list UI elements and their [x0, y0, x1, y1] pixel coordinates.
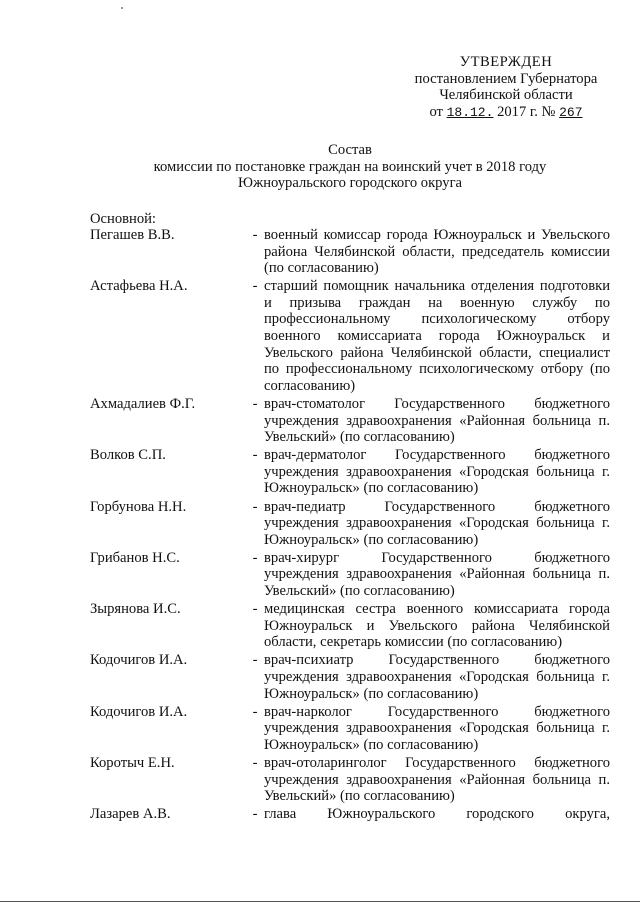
approval-year-text: 2017 г. №	[497, 103, 556, 120]
member-dash: -	[252, 498, 258, 515]
list-item	[90, 755, 610, 805]
member-dash: -	[252, 447, 258, 464]
approval-line-3: Челябинской области	[439, 87, 573, 104]
member-dash: -	[252, 754, 258, 771]
member-role: врач-нарколог Государственного бюджетного учреждения здравоохранения «Городская больница г. Южноуральск» (по согласованию)	[264, 703, 610, 753]
title-line-2: комиссии по постановке граждан на воинский учет в 2018 году	[153, 158, 547, 175]
approval-date-line	[400, 104, 612, 122]
member-name: Коротыч Е.Н.	[90, 754, 175, 771]
member-name: Лазарев А.В.	[90, 806, 171, 823]
title-line-1: Состав	[328, 142, 372, 158]
member-dash: -	[252, 601, 258, 618]
scan-speck	[121, 7, 123, 9]
member-name: Горбунова Н.Н.	[90, 498, 187, 515]
member-role: старший помощник начальника отделения подготовки и призыва граждан на военную службу по профессиональному психологическому отбору военного комиссариата города Южноуральск и Увельского района Челябинской области, специалист по профессиональному психологическому отбору (по согласованию)	[264, 278, 610, 394]
member-dash: -	[252, 227, 258, 243]
approval-number: 267	[559, 104, 583, 120]
approval-date-prefix: от	[429, 103, 443, 120]
list-item	[90, 601, 610, 651]
member-role: врач-хирург Государственного бюджетного учреждения здравоохранения «Районная больница п. Увельский» (по согласованию)	[264, 549, 610, 599]
member-name: Кодочигов И.А.	[90, 703, 188, 720]
member-role: врач-отоларинголог Государственного бюджетного учреждения здравоохранения «Районная больница п. Увельский» (по согласованию)	[264, 754, 610, 805]
title-line-3: Южноуральского городского округа	[237, 175, 463, 192]
list-item	[90, 704, 610, 754]
list-item	[90, 227, 610, 277]
member-dash: -	[252, 703, 258, 720]
member-name: Зырянова И.С.	[90, 601, 181, 618]
member-name: Волков С.П.	[90, 447, 166, 464]
member-role: военный комиссар города Южноуральск и Увельского района Челябинской области, председатель комиссии (по согласованию)	[264, 227, 610, 277]
member-name: Астафьева Н.А.	[90, 278, 188, 295]
list-item	[90, 447, 610, 497]
list-item	[90, 806, 610, 823]
member-role: глава Южноуральского городского округа,	[264, 806, 610, 823]
scan-edge-line	[0, 901, 640, 902]
list-item	[90, 278, 610, 394]
member-name: Пегашев В.В.	[90, 227, 175, 243]
member-role: врач-психиатр Государственного бюджетного учреждения здравоохранения «Городская больница г. Южноуральск» (по согласованию)	[264, 652, 610, 702]
member-dash: -	[252, 395, 258, 412]
member-name: Грибанов Н.С.	[90, 549, 180, 566]
members-list	[90, 227, 610, 824]
approval-stamp	[400, 54, 612, 121]
member-role: врач-педиатр Государственного бюджетного учреждения здравоохранения «Городская больница г. Южноуральск» (по согласованию)	[264, 498, 610, 548]
approval-date: 18.12.	[446, 104, 494, 120]
member-dash: -	[252, 652, 258, 669]
member-role: врач-дерматолог Государственного бюджетного учреждения здравоохранения «Городская больница г. Южноуральск» (по согласованию)	[264, 447, 610, 497]
member-dash: -	[252, 806, 258, 823]
document-title	[90, 142, 610, 192]
member-role: медицинская сестра военного комиссариата города Южноуральск и Увельского района Челябинской области, секретарь комиссии (по согласованию)	[264, 601, 610, 651]
member-dash: -	[252, 278, 258, 295]
member-name: Кодочигов И.А.	[90, 652, 188, 669]
member-role: врач-стоматолог Государственного бюджетного учреждения здравоохранения «Районная больница п. Увельский» (по согласованию)	[264, 395, 610, 446]
section-label: Основной:	[90, 211, 156, 227]
list-item	[90, 550, 610, 600]
list-item	[90, 396, 610, 446]
approval-line-2: постановлением Губернатора	[414, 70, 598, 87]
member-dash: -	[252, 549, 258, 566]
member-name: Ахмадалиев Ф.Г.	[90, 395, 196, 412]
list-item	[90, 652, 610, 702]
list-item	[90, 499, 610, 549]
approval-heading: УТВЕРЖДЕН	[459, 54, 553, 70]
